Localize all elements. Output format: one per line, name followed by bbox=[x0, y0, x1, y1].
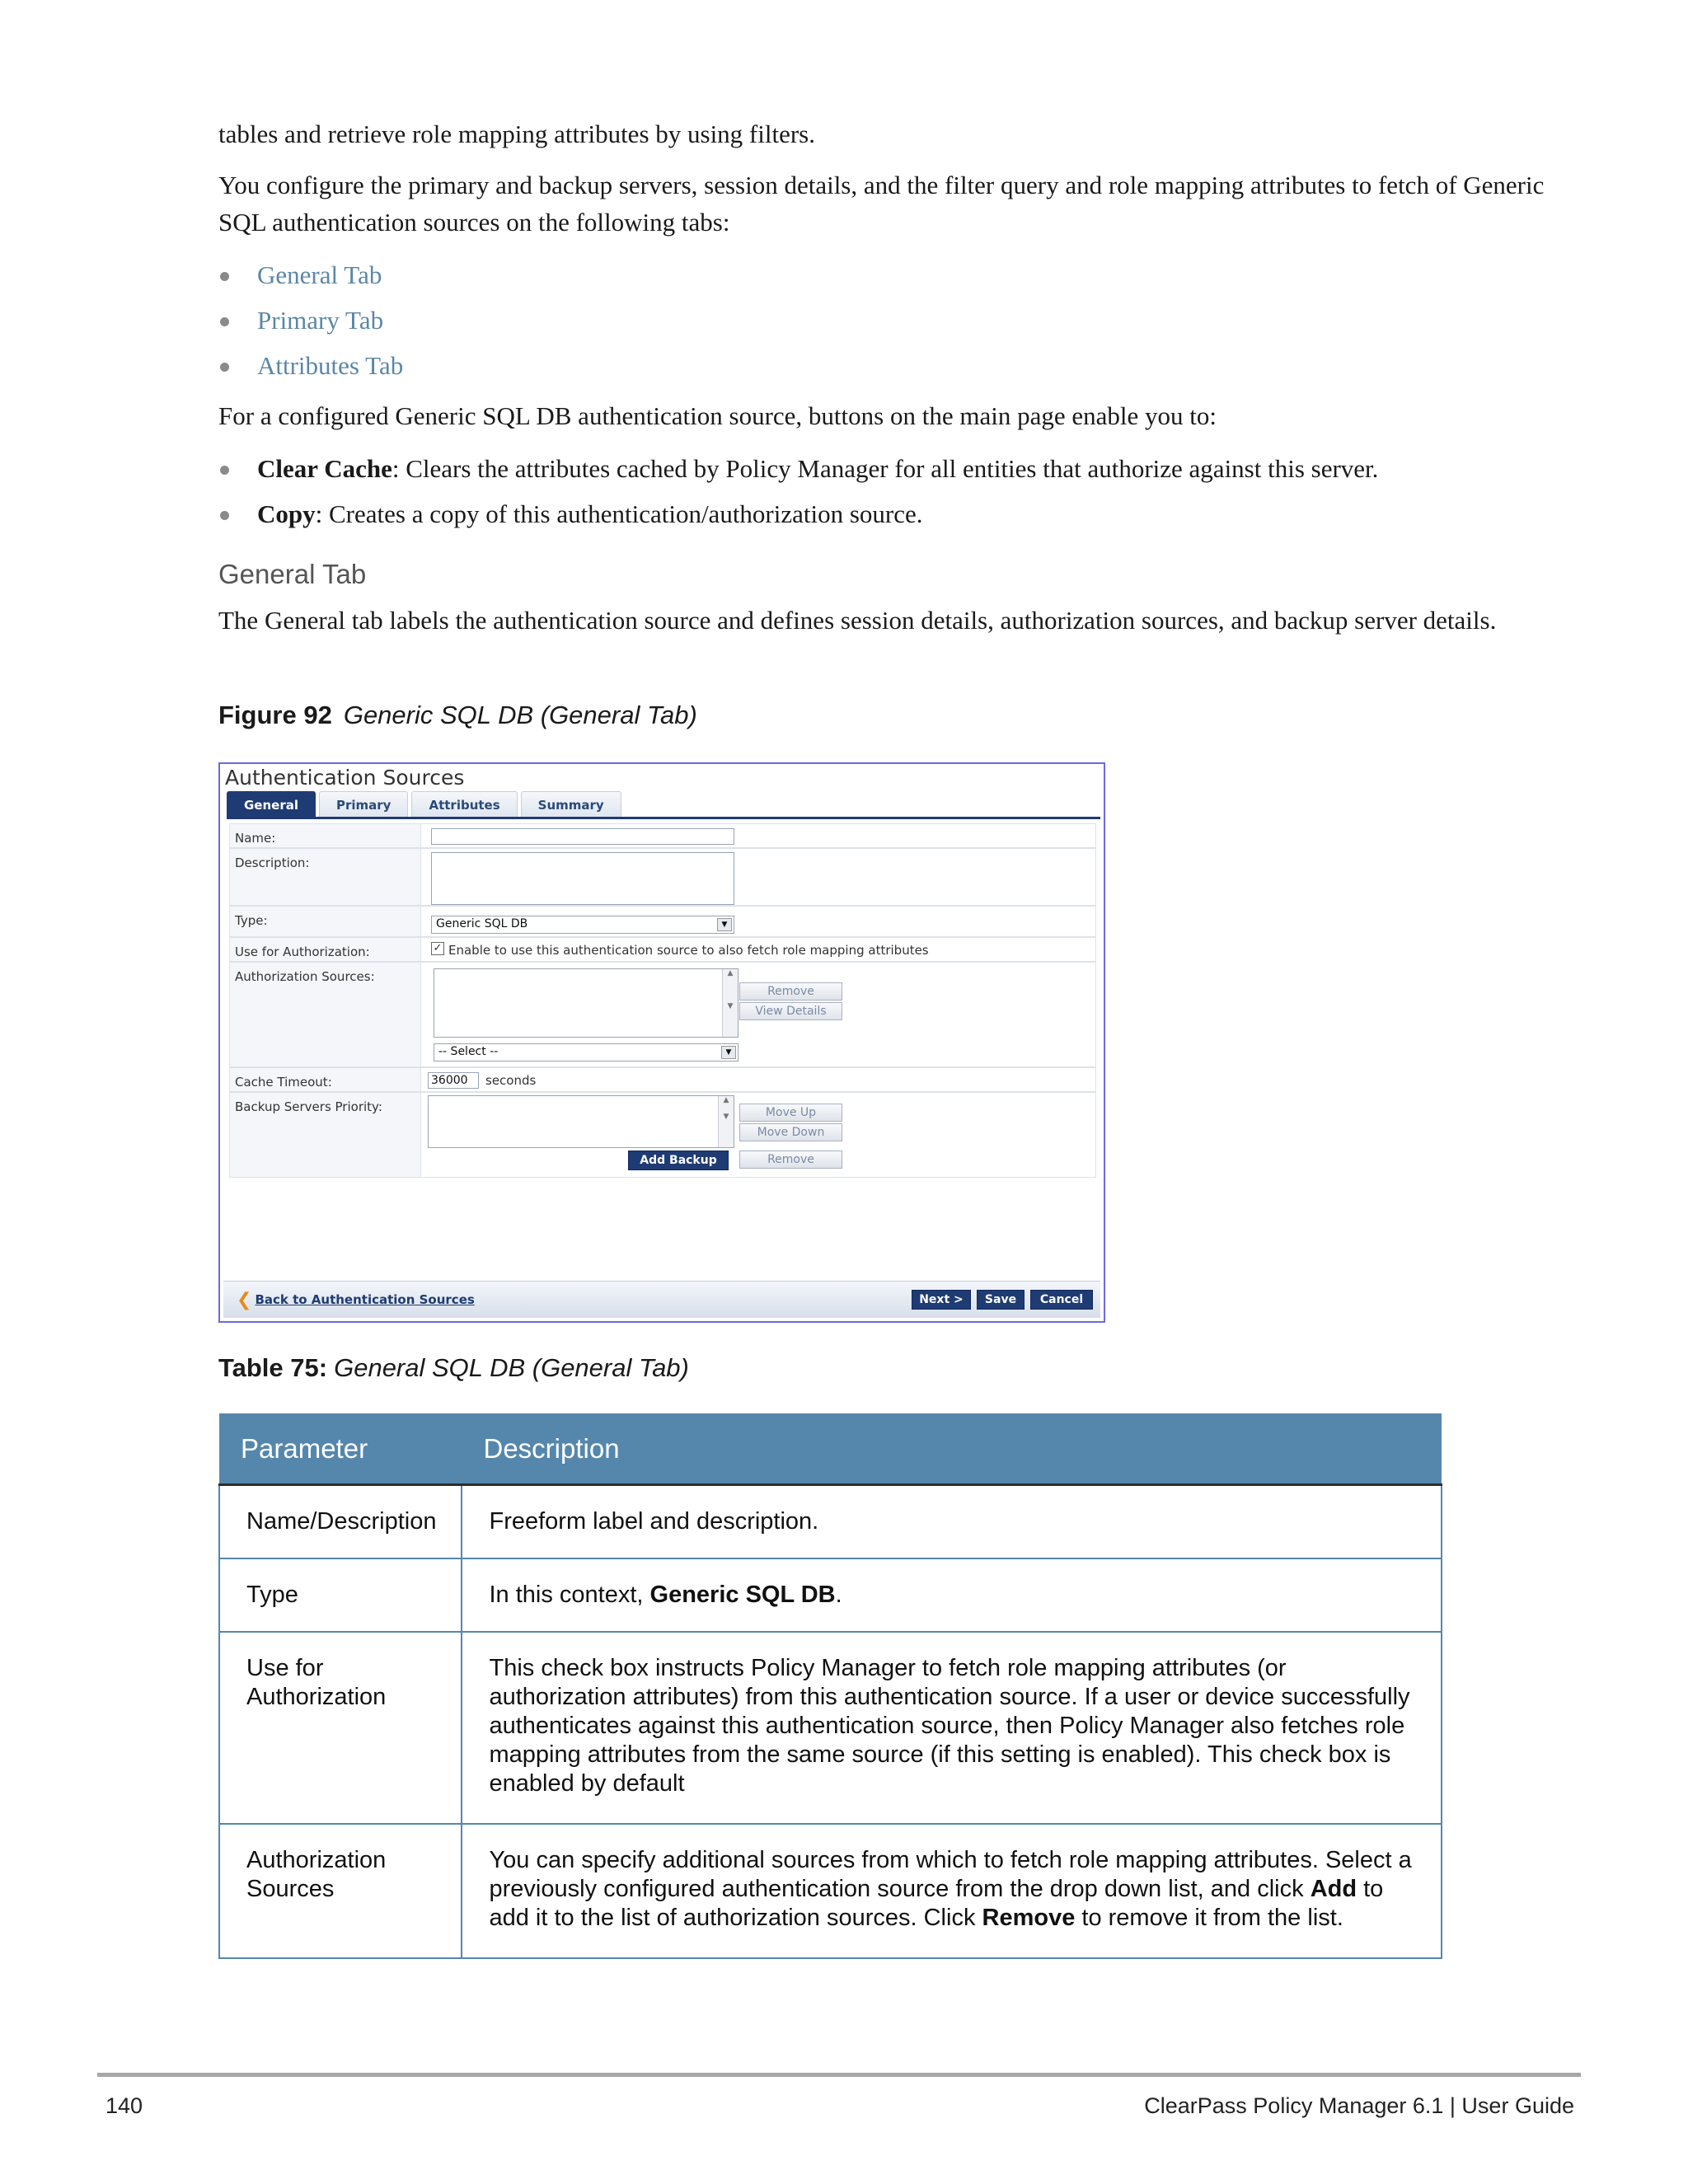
back-arrow-icon: ❮ bbox=[237, 1290, 252, 1310]
param-cell: Type bbox=[219, 1558, 462, 1632]
desc-cell bbox=[462, 1558, 1442, 1632]
dropdown-arrow-icon: ▼ bbox=[721, 1046, 736, 1059]
table-row bbox=[219, 1558, 1442, 1632]
move-up-button[interactable]: Move Up bbox=[739, 1104, 842, 1122]
backup-servers-label: Backup Servers Priority: bbox=[230, 1093, 421, 1177]
use-for-authorization-row bbox=[229, 937, 1096, 962]
description-row bbox=[229, 848, 1096, 906]
scrollbar[interactable]: ▲ ▼ bbox=[722, 969, 738, 1037]
next-button[interactable]: Next > bbox=[912, 1290, 971, 1310]
name-input[interactable] bbox=[431, 828, 734, 845]
primary-tab-link[interactable]: Primary Tab bbox=[257, 306, 384, 335]
table-label: Table 75: bbox=[218, 1353, 328, 1382]
authorization-sources-label: Authorization Sources: bbox=[230, 963, 421, 1066]
cache-timeout-input[interactable]: 36000 bbox=[428, 1072, 479, 1089]
back-link-label: Back to Authentication Sources bbox=[255, 1292, 475, 1307]
param-cell: Name/Description bbox=[219, 1485, 462, 1559]
description-label: Description: bbox=[230, 849, 421, 905]
move-down-button[interactable]: Move Down bbox=[739, 1123, 842, 1141]
desc-cell bbox=[462, 1824, 1442, 1958]
copy-desc: : Creates a copy of this authentication/authorization source. bbox=[315, 499, 923, 528]
use-for-authorization-text: Enable to use this authentication source to also fetch role mapping attributes bbox=[448, 943, 929, 958]
type-label: Type: bbox=[230, 907, 421, 936]
desc-cell: This check box instructs Policy Manager to fetch role mapping attributes (or authorization attributes) from this authentication source. If a user or device successfully authenticates against this authentication source, then Policy Manager also fetches role mapping attributes from the same source (if this setting is enabled). This check box is enabled by default bbox=[462, 1632, 1442, 1824]
desc-text: to add it to the list of authorization sources. Click bbox=[489, 1876, 1384, 1931]
intro-paragraph: You configure the primary and backup servers, session details, and the filter query and role mapping attributes to fetch of Generic SQL authentication sources on the following tabs: bbox=[218, 171, 1545, 237]
general-tab-link[interactable]: General Tab bbox=[257, 260, 382, 289]
figure-caption bbox=[218, 701, 697, 730]
panel-footer bbox=[223, 1281, 1100, 1318]
remove-auth-source-button[interactable]: Remove bbox=[739, 982, 842, 1001]
cancel-button[interactable]: Cancel bbox=[1030, 1290, 1093, 1310]
buttons-intro: For a configured Generic SQL DB authentication source, buttons on the main page enable you to: bbox=[218, 401, 1217, 430]
parameters-table bbox=[218, 1413, 1442, 1959]
desc-bold: Add bbox=[1310, 1876, 1357, 1902]
table-row bbox=[219, 1632, 1442, 1824]
list-item bbox=[218, 252, 403, 298]
list-item bbox=[218, 491, 1378, 537]
list-item bbox=[218, 298, 403, 343]
type-select-value: Generic SQL DB bbox=[436, 917, 528, 930]
tab-summary[interactable]: Summary bbox=[521, 791, 621, 818]
intro-line: tables and retrieve role mapping attributes by using filters. bbox=[218, 120, 815, 148]
list-item bbox=[218, 343, 403, 388]
copy-term: Copy bbox=[257, 499, 316, 528]
button-list bbox=[218, 446, 1378, 537]
back-to-authentication-sources-link[interactable] bbox=[237, 1290, 475, 1310]
tab-underline bbox=[227, 817, 1100, 819]
table-row bbox=[219, 1485, 1442, 1559]
desc-text: . bbox=[835, 1582, 842, 1608]
figure-title: Generic SQL DB (General Tab) bbox=[343, 701, 697, 729]
cache-timeout-label: Cache Timeout: bbox=[230, 1068, 421, 1091]
param-cell: Authorization Sources bbox=[219, 1824, 462, 1958]
desc-cell: Freeform label and description. bbox=[462, 1485, 1442, 1559]
tab-bar bbox=[227, 791, 625, 818]
authorization-sources-list[interactable] bbox=[434, 968, 738, 1038]
save-button[interactable]: Save bbox=[977, 1290, 1025, 1310]
table-header-row bbox=[219, 1413, 1442, 1485]
desc-bold: Generic SQL DB bbox=[649, 1582, 836, 1608]
table-row bbox=[219, 1824, 1442, 1958]
section-body: The General tab labels the authentication source and defines session details, authorization sources, and backup server details. bbox=[218, 606, 1497, 635]
view-details-button[interactable]: View Details bbox=[739, 1002, 842, 1020]
attributes-tab-link[interactable]: Attributes Tab bbox=[257, 351, 404, 380]
tab-primary[interactable]: Primary bbox=[319, 791, 408, 818]
cache-timeout-unit: seconds bbox=[485, 1073, 537, 1088]
figure-label: Figure 92 bbox=[218, 701, 332, 729]
use-for-authorization-checkbox[interactable]: ✓ bbox=[431, 942, 444, 955]
authorization-source-select-value: -- Select -- bbox=[438, 1045, 499, 1058]
name-label: Name: bbox=[230, 824, 421, 847]
desc-text: You can specify additional sources from which to fetch role mapping attributes. Select a previously configured authentication source from the drop down list, and click bbox=[489, 1847, 1412, 1902]
dropdown-arrow-icon: ▼ bbox=[717, 918, 732, 931]
name-row bbox=[229, 823, 1096, 848]
document-title: ClearPass Policy Manager 6.1 | User Guide bbox=[1144, 2093, 1574, 2118]
tab-attributes[interactable]: Attributes bbox=[411, 791, 517, 818]
backup-servers-row bbox=[229, 1092, 1096, 1178]
description-textarea[interactable] bbox=[431, 852, 734, 905]
backup-servers-list[interactable] bbox=[428, 1095, 734, 1148]
panel-title: Authentication Sources bbox=[225, 766, 465, 790]
clear-cache-term: Clear Cache bbox=[257, 454, 392, 483]
page-number: 140 bbox=[106, 2093, 143, 2118]
param-cell: Use for Authorization bbox=[219, 1632, 462, 1824]
use-for-authorization-label: Use for Authorization: bbox=[230, 938, 421, 961]
table-caption bbox=[218, 1353, 689, 1383]
type-select[interactable] bbox=[431, 916, 734, 934]
section-heading: General Tab bbox=[218, 559, 367, 589]
desc-text: In this context, bbox=[489, 1582, 650, 1608]
authorization-sources-row bbox=[229, 962, 1096, 1067]
authorization-source-select[interactable] bbox=[434, 1043, 738, 1062]
authentication-sources-screenshot bbox=[218, 762, 1105, 1323]
parameter-header: Parameter bbox=[219, 1413, 462, 1485]
tab-link-list bbox=[218, 252, 403, 388]
footer-rule bbox=[97, 2073, 1581, 2077]
desc-text: to remove it from the list. bbox=[1075, 1905, 1343, 1931]
description-header: Description bbox=[462, 1413, 1442, 1485]
add-backup-button[interactable]: Add Backup bbox=[628, 1151, 729, 1170]
remove-backup-button[interactable]: Remove bbox=[739, 1151, 842, 1169]
desc-bold: Remove bbox=[982, 1905, 1076, 1931]
tab-general[interactable]: General bbox=[227, 791, 316, 818]
cache-timeout-row bbox=[229, 1067, 1096, 1092]
table-title: General SQL DB (General Tab) bbox=[334, 1353, 689, 1382]
clear-cache-desc: : Clears the attributes cached by Policy Manager for all entities that authorize against this server. bbox=[392, 454, 1379, 483]
scrollbar[interactable]: ▲ ▼ bbox=[718, 1096, 734, 1147]
list-item bbox=[218, 446, 1378, 491]
type-row bbox=[229, 906, 1096, 937]
